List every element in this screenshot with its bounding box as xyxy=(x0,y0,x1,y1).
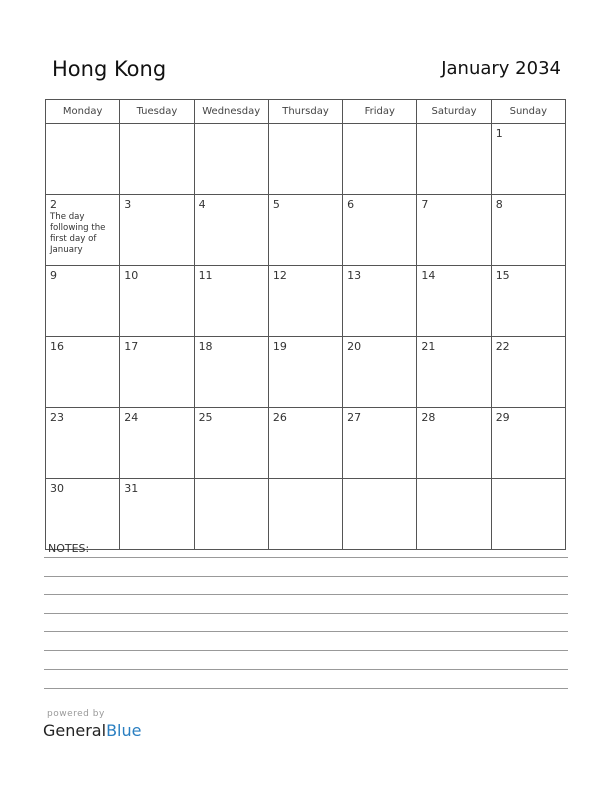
note-line xyxy=(44,576,568,577)
day-number: 28 xyxy=(421,411,436,424)
day-cell[interactable] xyxy=(120,195,194,266)
day-cell[interactable] xyxy=(343,266,417,337)
day-cell[interactable] xyxy=(343,408,417,479)
day-cell[interactable] xyxy=(343,479,417,550)
day-number: 26 xyxy=(272,411,287,424)
day-number: 6 xyxy=(347,198,355,211)
notes-label: NOTES: xyxy=(48,542,90,555)
note-line xyxy=(44,650,568,651)
weekday-thursday: Thursday xyxy=(268,100,342,124)
day-number: 8 xyxy=(495,198,503,211)
day-cell[interactable] xyxy=(120,266,194,337)
weekday-sunday: Sunday xyxy=(491,100,565,124)
day-cell[interactable] xyxy=(417,479,491,550)
day-number: 30 xyxy=(50,482,64,495)
day-number: 19 xyxy=(272,340,287,353)
day-cell[interactable] xyxy=(268,408,342,479)
day-number: 9 xyxy=(50,269,57,282)
day-number: 5 xyxy=(272,198,280,211)
day-cell[interactable] xyxy=(194,479,268,550)
brand-name-part1: General xyxy=(43,721,107,740)
brand-name-part2: Blue xyxy=(106,721,142,740)
day-cell[interactable] xyxy=(268,124,342,195)
weekday-monday: Monday xyxy=(46,100,120,124)
brand-logo[interactable] xyxy=(43,721,141,740)
weekday-saturday: Saturday xyxy=(417,100,491,124)
day-cell[interactable] xyxy=(120,124,194,195)
day-number: 4 xyxy=(198,198,206,211)
day-number: 7 xyxy=(421,198,429,211)
day-cell[interactable] xyxy=(120,337,194,408)
day-cell[interactable] xyxy=(491,195,565,266)
day-cell[interactable] xyxy=(417,124,491,195)
day-cell[interactable] xyxy=(120,479,194,550)
day-number: 11 xyxy=(198,269,213,282)
note-line xyxy=(44,557,568,558)
week-row xyxy=(46,124,566,195)
day-cell[interactable] xyxy=(46,479,120,550)
day-cell[interactable] xyxy=(268,337,342,408)
day-cell[interactable] xyxy=(46,408,120,479)
day-number: 2 xyxy=(50,198,57,211)
powered-by-text: powered by xyxy=(47,709,105,719)
day-number: 3 xyxy=(124,198,132,211)
day-cell[interactable] xyxy=(120,408,194,479)
day-cell[interactable] xyxy=(491,337,565,408)
day-cell[interactable] xyxy=(417,408,491,479)
calendar-grid xyxy=(45,99,566,550)
week-row xyxy=(46,195,566,266)
day-cell[interactable] xyxy=(268,195,342,266)
note-line xyxy=(44,631,568,632)
week-row xyxy=(46,408,566,479)
day-number: 24 xyxy=(124,411,139,424)
day-cell[interactable] xyxy=(46,195,120,266)
day-number: 25 xyxy=(198,411,213,424)
day-cell[interactable] xyxy=(46,266,120,337)
day-cell[interactable] xyxy=(417,337,491,408)
day-number: 20 xyxy=(347,340,362,353)
day-cell[interactable] xyxy=(194,408,268,479)
day-cell[interactable] xyxy=(194,195,268,266)
note-line xyxy=(44,613,568,614)
day-cell[interactable] xyxy=(417,266,491,337)
week-row xyxy=(46,479,566,550)
day-cell[interactable] xyxy=(268,479,342,550)
day-number: 31 xyxy=(124,482,139,495)
note-line xyxy=(44,594,568,595)
day-number: 21 xyxy=(421,340,436,353)
weekday-header-row xyxy=(46,100,566,124)
day-cell[interactable] xyxy=(343,195,417,266)
day-number: 14 xyxy=(421,269,436,282)
week-row xyxy=(46,266,566,337)
day-cell[interactable] xyxy=(194,266,268,337)
day-cell[interactable] xyxy=(343,337,417,408)
day-cell[interactable] xyxy=(491,266,565,337)
day-number: 27 xyxy=(347,411,362,424)
day-cell[interactable] xyxy=(343,124,417,195)
note-line xyxy=(44,669,568,670)
day-number: 22 xyxy=(495,340,510,353)
week-row xyxy=(46,337,566,408)
day-number: 18 xyxy=(198,340,213,353)
day-cell[interactable] xyxy=(491,408,565,479)
day-number: 17 xyxy=(124,340,139,353)
day-cell[interactable] xyxy=(194,337,268,408)
holiday-label: The day following the first day of January xyxy=(50,212,106,255)
region-title: Hong Kong xyxy=(52,57,167,81)
day-number: 16 xyxy=(50,340,64,353)
day-cell[interactable] xyxy=(194,124,268,195)
day-number: 1 xyxy=(495,127,503,140)
day-number: 10 xyxy=(124,269,139,282)
weekday-friday: Friday xyxy=(343,100,417,124)
weekday-tuesday: Tuesday xyxy=(120,100,194,124)
day-cell[interactable] xyxy=(46,124,120,195)
day-number: 29 xyxy=(495,411,510,424)
day-cell[interactable] xyxy=(268,266,342,337)
day-cell[interactable] xyxy=(46,337,120,408)
day-number: 15 xyxy=(495,269,510,282)
day-cell[interactable] xyxy=(491,479,565,550)
note-line xyxy=(44,688,568,689)
day-number: 12 xyxy=(272,269,287,282)
day-number: 13 xyxy=(347,269,362,282)
day-number: 23 xyxy=(50,411,64,424)
day-cell[interactable] xyxy=(417,195,491,266)
month-title: January 2034 xyxy=(441,58,561,79)
weekday-wednesday: Wednesday xyxy=(194,100,268,124)
day-cell[interactable] xyxy=(491,124,565,195)
